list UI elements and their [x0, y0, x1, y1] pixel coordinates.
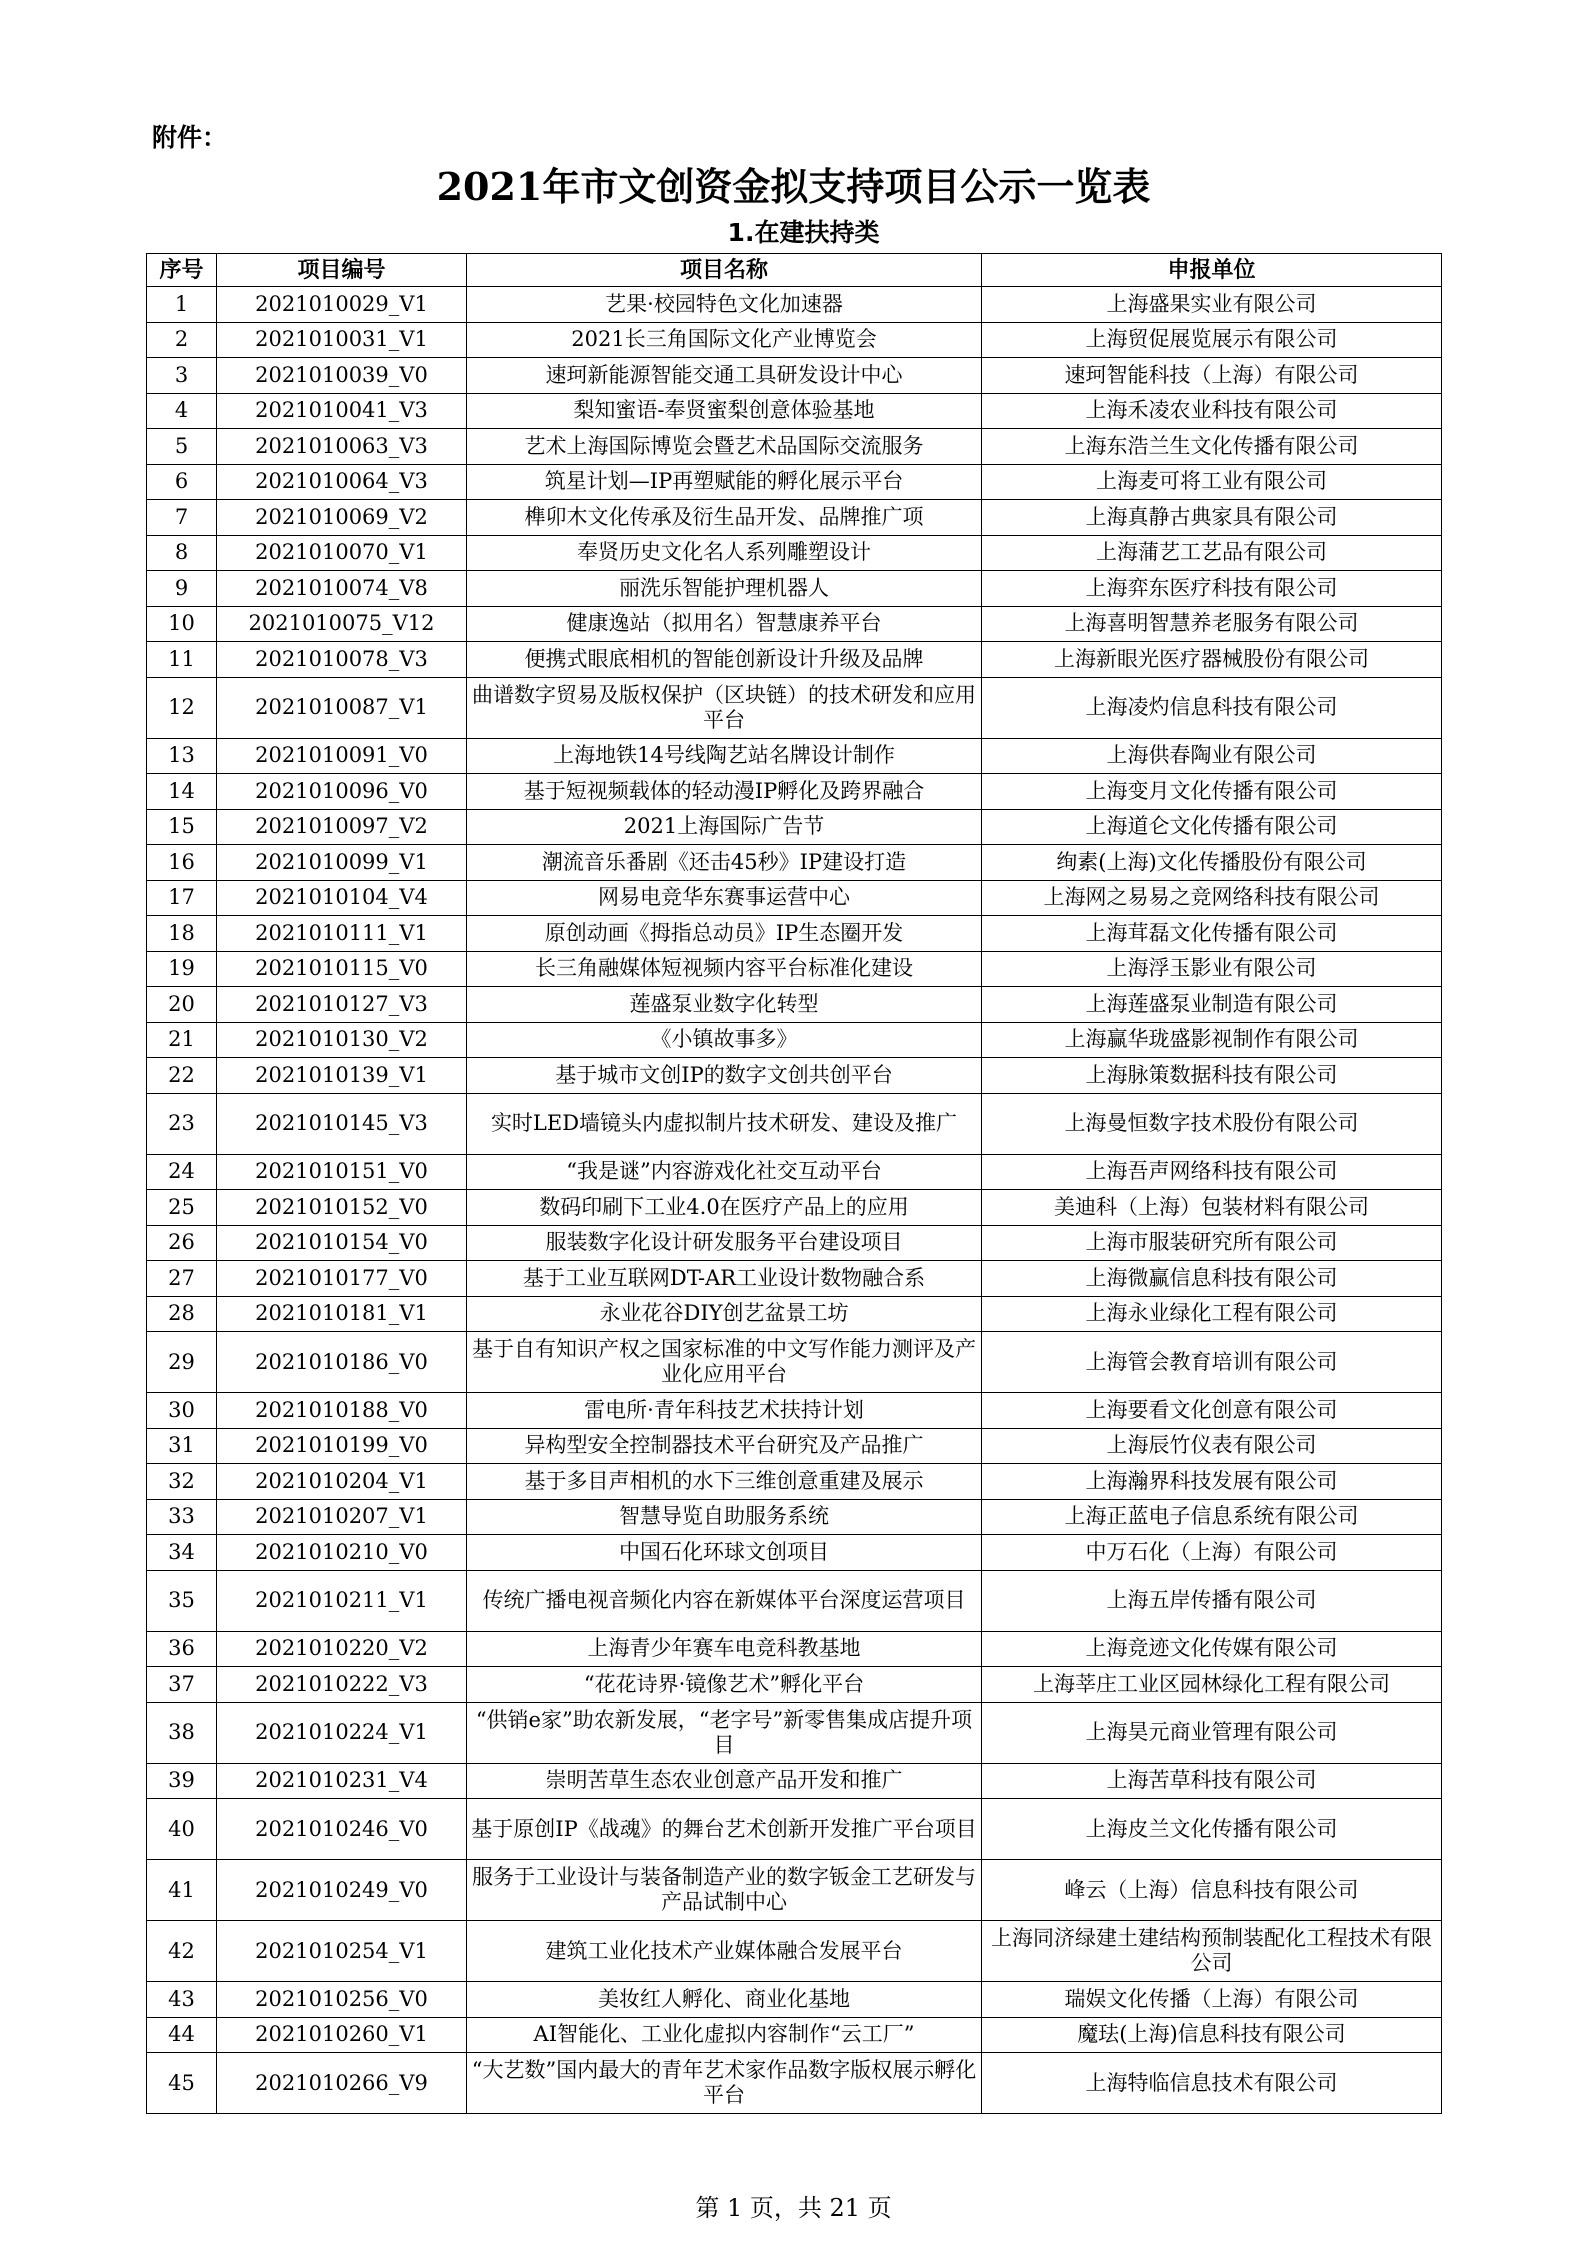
row-project-name: 艺果·校园特色文化加速器: [467, 287, 982, 323]
table-row: [147, 1702, 1442, 1763]
row-project-name: 数码印刷下工业4.0在医疗产品上的应用: [467, 1190, 982, 1226]
row-applicant: 上海浮玉影业有限公司: [982, 951, 1442, 987]
row-index: 45: [147, 2053, 217, 2114]
row-index: 6: [147, 464, 217, 500]
table-header-row: [147, 254, 1442, 287]
row-applicant: 魔珐(上海)信息科技有限公司: [982, 2017, 1442, 2053]
row-project-name: 服务于工业设计与装备制造产业的数字钣金工艺研发与产品试制中心: [467, 1860, 982, 1921]
row-project-name: 莲盛泵业数字化转型: [467, 987, 982, 1023]
row-applicant: 上海新眼光医疗器械股份有限公司: [982, 642, 1442, 678]
row-project-name: 服装数字化设计研发服务平台建设项目: [467, 1225, 982, 1261]
row-project-name: 榫卯木文化传承及衍生品开发、品牌推广项: [467, 500, 982, 536]
row-project-name: “供销e家”助农新发展，“老字号”新零售集成店提升项目: [467, 1702, 982, 1763]
row-project-code: 2021010152_V0: [217, 1190, 467, 1226]
row-project-code: 2021010210_V0: [217, 1535, 467, 1571]
table-row: [147, 1499, 1442, 1535]
row-applicant: 上海永业绿化工程有限公司: [982, 1296, 1442, 1332]
row-index: 9: [147, 571, 217, 607]
row-index: 10: [147, 606, 217, 642]
row-project-code: 2021010087_V1: [217, 677, 467, 738]
row-index: 15: [147, 809, 217, 845]
row-project-name: 网易电竞华东赛事运营中心: [467, 880, 982, 916]
row-project-name: “我是谜”内容游戏化社交互动平台: [467, 1154, 982, 1190]
row-index: 13: [147, 738, 217, 774]
row-index: 12: [147, 677, 217, 738]
row-applicant: 上海禾凌农业科技有限公司: [982, 393, 1442, 429]
row-index: 33: [147, 1499, 217, 1535]
row-index: 17: [147, 880, 217, 916]
row-applicant: 上海网之易易之竞网络科技有限公司: [982, 880, 1442, 916]
table-row: [147, 642, 1442, 678]
row-project-name: 雷电所·青年科技艺术扶持计划: [467, 1393, 982, 1429]
row-applicant: 上海道仑文化传播有限公司: [982, 809, 1442, 845]
row-index: 40: [147, 1799, 217, 1860]
table-row: [147, 393, 1442, 429]
row-project-name: 异构型安全控制器技术平台研究及产品推广: [467, 1428, 982, 1464]
row-applicant: 上海盛果实业有限公司: [982, 287, 1442, 323]
row-index: 32: [147, 1464, 217, 1500]
row-project-code: 2021010224_V1: [217, 1702, 467, 1763]
row-applicant: 上海麦可将工业有限公司: [982, 464, 1442, 500]
row-project-code: 2021010091_V0: [217, 738, 467, 774]
row-project-code: 2021010151_V0: [217, 1154, 467, 1190]
row-project-name: 长三角融媒体短视频内容平台标准化建设: [467, 951, 982, 987]
row-applicant: 上海茸磊文化传播有限公司: [982, 916, 1442, 952]
row-project-code: 2021010111_V1: [217, 916, 467, 952]
row-applicant: 上海凌灼信息科技有限公司: [982, 677, 1442, 738]
row-index: 28: [147, 1296, 217, 1332]
row-applicant: 美迪科（上海）包装材料有限公司: [982, 1190, 1442, 1226]
row-project-code: 2021010222_V3: [217, 1667, 467, 1703]
row-index: 25: [147, 1190, 217, 1226]
row-index: 20: [147, 987, 217, 1023]
row-project-code: 2021010154_V0: [217, 1225, 467, 1261]
row-index: 2: [147, 322, 217, 358]
row-index: 27: [147, 1261, 217, 1297]
row-index: 18: [147, 916, 217, 952]
document-title: 2021年市文创资金拟支持项目公示一览表: [436, 164, 1151, 209]
table-row: [147, 1154, 1442, 1190]
row-index: 41: [147, 1860, 217, 1921]
table-row: [147, 774, 1442, 810]
row-project-code: 2021010078_V3: [217, 642, 467, 678]
row-project-code: 2021010249_V0: [217, 1860, 467, 1921]
row-project-code: 2021010075_V12: [217, 606, 467, 642]
row-applicant: 上海莲盛泵业制造有限公司: [982, 987, 1442, 1023]
row-applicant: 上海瀚界科技发展有限公司: [982, 1464, 1442, 1500]
section-subtitle: 1.在建扶持类: [727, 218, 880, 247]
row-project-code: 2021010207_V1: [217, 1499, 467, 1535]
row-project-name: 实时LED墙镜头内虚拟制片技术研发、建设及推广: [467, 1093, 982, 1154]
row-applicant: 上海管会教育培训有限公司: [982, 1332, 1442, 1393]
row-applicant: 瑞娱文化传播（上海）有限公司: [982, 1982, 1442, 2018]
row-project-code: 2021010074_V8: [217, 571, 467, 607]
table-row: [147, 1393, 1442, 1429]
table-row: [147, 738, 1442, 774]
row-project-name: 原创动画《拇指总动员》IP生态圈开发: [467, 916, 982, 952]
table-row: [147, 606, 1442, 642]
row-project-name: 基于多目声相机的水下三维创意重建及展示: [467, 1464, 982, 1500]
row-project-code: 2021010139_V1: [217, 1058, 467, 1094]
row-index: 22: [147, 1058, 217, 1094]
table-row: [147, 809, 1442, 845]
table-row: [147, 1428, 1442, 1464]
row-project-name: 基于短视频载体的轻动漫IP孵化及跨界融合: [467, 774, 982, 810]
row-index: 7: [147, 500, 217, 536]
table-row: [147, 2017, 1442, 2053]
table-body: [147, 287, 1442, 2114]
row-project-name: 便携式眼底相机的智能创新设计升级及品牌: [467, 642, 982, 678]
row-project-code: 2021010188_V0: [217, 1393, 467, 1429]
row-project-code: 2021010127_V3: [217, 987, 467, 1023]
row-index: 43: [147, 1982, 217, 2018]
row-project-code: 2021010220_V2: [217, 1631, 467, 1667]
row-index: 44: [147, 2017, 217, 2053]
row-project-name: 智慧导览自助服务系统: [467, 1499, 982, 1535]
row-applicant: 上海弈东医疗科技有限公司: [982, 571, 1442, 607]
row-project-code: 2021010246_V0: [217, 1799, 467, 1860]
row-index: 29: [147, 1332, 217, 1393]
table-row: [147, 1860, 1442, 1921]
row-project-name: 建筑工业化技术产业媒体融合发展平台: [467, 1921, 982, 1982]
row-project-code: 2021010070_V1: [217, 535, 467, 571]
row-project-code: 2021010266_V9: [217, 2053, 467, 2114]
row-project-name: 上海地铁14号线陶艺站名牌设计制作: [467, 738, 982, 774]
row-project-code: 2021010199_V0: [217, 1428, 467, 1464]
table-row: [147, 1190, 1442, 1226]
row-project-name: 基于城市文创IP的数字文创共创平台: [467, 1058, 982, 1094]
row-project-name: 奉贤历史文化名人系列雕塑设计: [467, 535, 982, 571]
row-project-name: 速珂新能源智能交通工具研发设计中心: [467, 358, 982, 394]
row-index: 36: [147, 1631, 217, 1667]
header-applicant: 申报单位: [982, 254, 1442, 287]
row-index: 1: [147, 287, 217, 323]
table-row: [147, 500, 1442, 536]
row-applicant: 速珂智能科技（上海）有限公司: [982, 358, 1442, 394]
row-project-code: 2021010039_V0: [217, 358, 467, 394]
row-project-code: 2021010204_V1: [217, 1464, 467, 1500]
table-row: [147, 677, 1442, 738]
row-project-name: 《小镇故事多》: [467, 1022, 982, 1058]
table-row: [147, 1261, 1442, 1297]
row-index: 38: [147, 1702, 217, 1763]
row-index: 34: [147, 1535, 217, 1571]
row-applicant: 上海蒲艺工艺品有限公司: [982, 535, 1442, 571]
table-row: [147, 1799, 1442, 1860]
row-index: 14: [147, 774, 217, 810]
row-applicant: 上海喜明智慧养老服务有限公司: [982, 606, 1442, 642]
row-applicant: 上海昊元商业管理有限公司: [982, 1702, 1442, 1763]
row-project-code: 2021010231_V4: [217, 1763, 467, 1799]
row-applicant: 上海东浩兰生文化传播有限公司: [982, 429, 1442, 465]
row-applicant: 上海皮兰文化传播有限公司: [982, 1799, 1442, 1860]
row-index: 24: [147, 1154, 217, 1190]
row-applicant: 上海正蓝电子信息系统有限公司: [982, 1499, 1442, 1535]
row-project-name: 艺术上海国际博览会暨艺术品国际交流服务: [467, 429, 982, 465]
header-project-name: 项目名称: [467, 254, 982, 287]
row-project-code: 2021010186_V0: [217, 1332, 467, 1393]
table-row: [147, 1535, 1442, 1571]
row-project-name: 丽洗乐智能护理机器人: [467, 571, 982, 607]
row-applicant: 峰云（上海）信息科技有限公司: [982, 1860, 1442, 1921]
row-project-code: 2021010041_V3: [217, 393, 467, 429]
table-row: [147, 1225, 1442, 1261]
table-row: [147, 951, 1442, 987]
table-row: [147, 880, 1442, 916]
row-applicant: 上海辰竹仪表有限公司: [982, 1428, 1442, 1464]
row-project-name: 2021上海国际广告节: [467, 809, 982, 845]
row-project-name: 曲谱数字贸易及版权保护（区块链）的技术研发和应用平台: [467, 677, 982, 738]
table-row: [147, 429, 1442, 465]
row-project-name: 美妆红人孵化、商业化基地: [467, 1982, 982, 2018]
row-project-code: 2021010260_V1: [217, 2017, 467, 2053]
row-index: 21: [147, 1022, 217, 1058]
row-applicant: 上海微赢信息科技有限公司: [982, 1261, 1442, 1297]
row-applicant: 上海曼恒数字技术股份有限公司: [982, 1093, 1442, 1154]
row-applicant: 上海特临信息技术有限公司: [982, 2053, 1442, 2114]
table-row: [147, 1631, 1442, 1667]
table-row: [147, 916, 1442, 952]
row-project-code: 2021010130_V2: [217, 1022, 467, 1058]
row-index: 23: [147, 1093, 217, 1154]
row-index: 5: [147, 429, 217, 465]
table-row: [147, 1093, 1442, 1154]
table-row: [147, 1570, 1442, 1631]
row-project-code: 2021010029_V1: [217, 287, 467, 323]
row-index: 16: [147, 845, 217, 881]
row-index: 31: [147, 1428, 217, 1464]
projects-table: [146, 253, 1442, 2114]
row-project-name: 潮流音乐番剧《还击45秒》IP建设打造: [467, 845, 982, 881]
row-project-code: 2021010063_V3: [217, 429, 467, 465]
row-applicant: 上海供春陶业有限公司: [982, 738, 1442, 774]
row-project-code: 2021010115_V0: [217, 951, 467, 987]
table-row: [147, 358, 1442, 394]
attachment-label: 附件：: [152, 123, 228, 152]
row-applicant: 上海要看文化创意有限公司: [982, 1393, 1442, 1429]
row-index: 42: [147, 1921, 217, 1982]
row-project-code: 2021010256_V0: [217, 1982, 467, 2018]
row-project-name: “花花诗界·镜像艺术”孵化平台: [467, 1667, 982, 1703]
row-project-code: 2021010177_V0: [217, 1261, 467, 1297]
row-project-code: 2021010211_V1: [217, 1570, 467, 1631]
table-row: [147, 1464, 1442, 1500]
row-project-code: 2021010064_V3: [217, 464, 467, 500]
table-row: [147, 535, 1442, 571]
row-applicant: 上海吾声网络科技有限公司: [982, 1154, 1442, 1190]
row-index: 8: [147, 535, 217, 571]
table-row: [147, 1667, 1442, 1703]
table-row: [147, 464, 1442, 500]
table-row: [147, 1763, 1442, 1799]
table-row: [147, 987, 1442, 1023]
row-index: 39: [147, 1763, 217, 1799]
row-project-name: 传统广播电视音频化内容在新媒体平台深度运营项目: [467, 1570, 982, 1631]
row-applicant: 上海同济绿建土建结构预制装配化工程技术有限公司: [982, 1921, 1442, 1982]
row-project-name: 中国石化环球文创项目: [467, 1535, 982, 1571]
row-index: 4: [147, 393, 217, 429]
table-row: [147, 287, 1442, 323]
row-project-code: 2021010104_V4: [217, 880, 467, 916]
row-project-name: 崇明苦草生态农业创意产品开发和推广: [467, 1763, 982, 1799]
row-applicant: 上海苦草科技有限公司: [982, 1763, 1442, 1799]
row-project-name: AI智能化、工业化虚拟内容制作“云工厂”: [467, 2017, 982, 2053]
table-row: [147, 1921, 1442, 1982]
row-project-code: 2021010069_V2: [217, 500, 467, 536]
row-project-name: 梨知蜜语-奉贤蜜梨创意体验基地: [467, 393, 982, 429]
table-row: [147, 1332, 1442, 1393]
row-applicant: 上海竞迹文化传媒有限公司: [982, 1631, 1442, 1667]
header-index: 序号: [147, 254, 217, 287]
table-row: [147, 571, 1442, 607]
row-applicant: 上海脉策数据科技有限公司: [982, 1058, 1442, 1094]
row-project-name: 上海青少年赛车电竞科教基地: [467, 1631, 982, 1667]
row-project-code: 2021010096_V0: [217, 774, 467, 810]
table-row: [147, 2053, 1442, 2114]
row-applicant: 上海变月文化传播有限公司: [982, 774, 1442, 810]
row-project-name: 健康逸站（拟用名）智慧康养平台: [467, 606, 982, 642]
table-row: [147, 1296, 1442, 1332]
row-applicant: 上海真静古典家具有限公司: [982, 500, 1442, 536]
row-applicant: 上海赢华珑盛影视制作有限公司: [982, 1022, 1442, 1058]
row-applicant: 上海市服装研究所有限公司: [982, 1225, 1442, 1261]
row-index: 30: [147, 1393, 217, 1429]
page-footer: 第 1 页，共 21 页: [695, 2194, 892, 2222]
row-applicant: 上海五岸传播有限公司: [982, 1570, 1442, 1631]
table-row: [147, 1058, 1442, 1094]
row-project-code: 2021010097_V2: [217, 809, 467, 845]
row-project-name: “大艺数”国内最大的青年艺术家作品数字版权展示孵化平台: [467, 2053, 982, 2114]
row-applicant: 上海贸促展览展示有限公司: [982, 322, 1442, 358]
table-row: [147, 845, 1442, 881]
row-index: 11: [147, 642, 217, 678]
table-row: [147, 322, 1442, 358]
row-applicant: 绚素(上海)文化传播股份有限公司: [982, 845, 1442, 881]
row-project-name: 2021长三角国际文化产业博览会: [467, 322, 982, 358]
row-project-code: 2021010099_V1: [217, 845, 467, 881]
row-applicant: 上海莘庄工业区园林绿化工程有限公司: [982, 1667, 1442, 1703]
table-row: [147, 1022, 1442, 1058]
row-index: 3: [147, 358, 217, 394]
row-index: 37: [147, 1667, 217, 1703]
row-project-name: 筑星计划—IP再塑赋能的孵化展示平台: [467, 464, 982, 500]
row-index: 35: [147, 1570, 217, 1631]
row-project-code: 2021010145_V3: [217, 1093, 467, 1154]
row-project-code: 2021010181_V1: [217, 1296, 467, 1332]
table-row: [147, 1982, 1442, 2018]
row-project-name: 基于工业互联网DT-AR工业设计数物融合系: [467, 1261, 982, 1297]
row-project-code: 2021010254_V1: [217, 1921, 467, 1982]
header-project-code: 项目编号: [217, 254, 467, 287]
row-applicant: 中万石化（上海）有限公司: [982, 1535, 1442, 1571]
row-project-code: 2021010031_V1: [217, 322, 467, 358]
row-project-name: 永业花谷DIY创艺盆景工坊: [467, 1296, 982, 1332]
row-index: 19: [147, 951, 217, 987]
row-project-name: 基于原创IP《战魂》的舞台艺术创新开发推广平台项目: [467, 1799, 982, 1860]
row-project-name: 基于自有知识产权之国家标准的中文写作能力测评及产业化应用平台: [467, 1332, 982, 1393]
row-index: 26: [147, 1225, 217, 1261]
